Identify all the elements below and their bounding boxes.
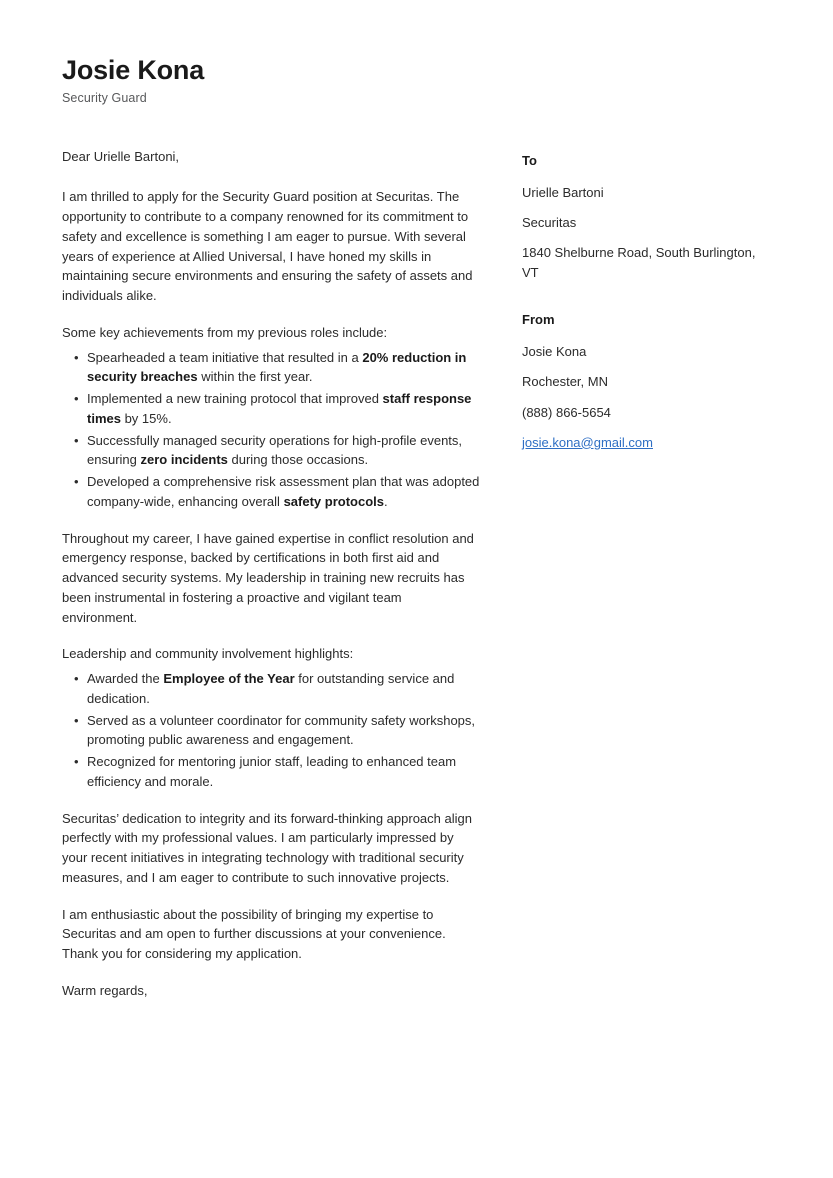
list-item xyxy=(87,669,480,709)
paragraph-company-fit: Securitas’ dedication to integrity and its forward-thinking approach align perfectly with my professional values. I am particularly impressed by your recent initiatives in integrating technology with traditional security measures, and I am eager to contribute to such innovative projects. xyxy=(62,810,472,885)
sign-off: Warm regards, xyxy=(62,982,148,998)
bullet-text-pre: Recognized for mentoring junior staff, leading to enhanced team efficiency and morale. xyxy=(87,754,457,789)
leadership-list xyxy=(62,669,480,792)
paragraph-closing: I am enthusiastic about the possibility of bringing my expertise to Securitas and am open to further discussions at your convenience. Thank you for considering my application. xyxy=(62,906,446,962)
bullet-text-bold: safety protocols xyxy=(283,493,384,509)
bullet-text-bold: zero incidents xyxy=(140,452,228,468)
list-item xyxy=(87,348,480,388)
sender-name: Josie Kona xyxy=(522,344,587,360)
paragraph-career: Throughout my career, I have gained expertise in conflict resolution and emergency response, backed by certifications in both first aid and advanced security systems. My leadership in training new recruits has been instrumental in fostering a proactive and vigilant team environment. xyxy=(62,530,474,625)
list-item xyxy=(87,389,480,429)
bullet-text-pre: Developed a comprehensive risk assessment plan that was adopted company-wide, enhancing overall xyxy=(87,474,480,509)
leadership-lead-in: Leadership and community involvement highlights: xyxy=(62,646,354,662)
list-item xyxy=(87,472,480,512)
from-heading: From xyxy=(522,312,555,328)
achievements-list xyxy=(62,348,480,512)
bullet-text-pre: Spearheaded a team initiative that resulted in a xyxy=(87,349,363,365)
list-item xyxy=(87,752,480,792)
list-item xyxy=(87,711,480,751)
achievements-lead-in: Some key achievements from my previous roles include: xyxy=(62,324,388,340)
sender-email-link[interactable]: josie.kona@gmail.com xyxy=(522,434,653,450)
bullet-text-post: for outstanding service and dedication. xyxy=(87,671,455,706)
recipient-company: Securitas xyxy=(522,214,577,230)
bullet-text-pre: Awarded the xyxy=(87,671,164,687)
applicant-name: Josie Kona xyxy=(62,55,205,85)
bullet-text-pre: Implemented a new training protocol that improved xyxy=(87,391,383,407)
bullet-text-post: by 15%. xyxy=(120,410,172,426)
bullet-text-bold: Employee of the Year xyxy=(163,671,295,687)
sender-location: Rochester, MN xyxy=(522,374,608,390)
bullet-text-bold: 20% reduction in security breaches xyxy=(87,349,467,385)
bullet-text-pre: Successfully managed security operations for high-profile events, ensuring xyxy=(87,432,463,468)
to-heading: To xyxy=(522,152,537,168)
list-item xyxy=(87,431,480,471)
letter-body-columns xyxy=(62,147,771,1001)
letter-sidebar xyxy=(522,147,762,453)
recipient-name: Urielle Bartoni xyxy=(522,184,604,200)
bullet-text-bold: staff response times xyxy=(87,391,472,426)
salutation: Dear Urielle Bartoni, xyxy=(62,148,180,164)
bullet-text-pre: Served as a volunteer coordinator for community safety workshops, promoting public awareness and engagement. xyxy=(87,712,476,748)
recipient-address: 1840 Shelburne Road, South Burlington, VT xyxy=(522,244,756,281)
letter-main-column xyxy=(62,147,522,1001)
paragraph-intro: I am thrilled to apply for the Security Guard position at Securitas. The opportunity to contribute to a company renowned for its commitment to safety and excellence is something I am eager to pursue. With several years of experience at Allied Universal, I have honed my skills in maintaining secure environments and ensuring the safety of assets and individuals alike. xyxy=(62,189,473,304)
sender-phone: (888) 866-5654 xyxy=(522,404,611,420)
applicant-job-title: Security Guard xyxy=(62,90,147,105)
bullet-text-post: within the first year. xyxy=(197,369,313,385)
letter-header xyxy=(62,56,771,105)
bullet-text-post: during those occasions. xyxy=(227,452,369,468)
bullet-text-post: . xyxy=(383,493,388,509)
